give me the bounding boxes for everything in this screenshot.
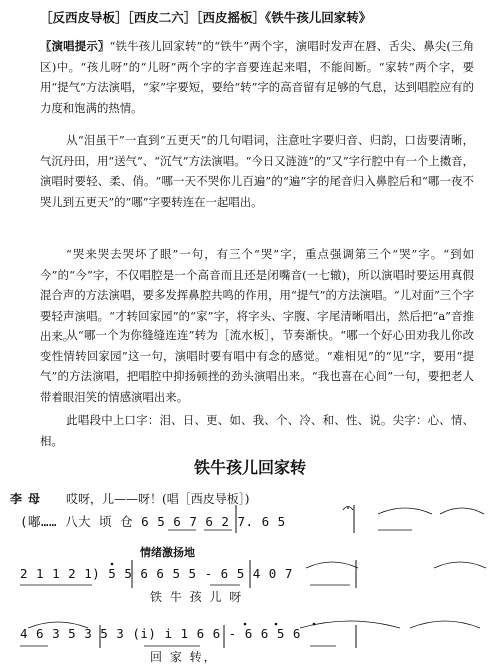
tips-label: 〖演唱提示〗 xyxy=(40,39,110,53)
tips-text-5: 此唱段中上口字：泪、日、更、如、我、个、冷、和、性、说。尖字：心、情、相。 xyxy=(40,413,474,448)
tips-text-3: “哭来哭去哭坏了眼”一句，有三个“哭”字，重点强调第三个“哭”字。“到如今”的“今”字，不仅唱腔是一个高音而且还是闭嘴音(一七辙)，所以演唱时要运用真假混合声的方法演唱，要多发挥鼻腔共鸣的作用，用“提气”的方法演唱。“儿对面”三个字要轻声演唱。“才转回家园”的“家”字，将字头、字腹、字尾清晰唱出，然后把“a”音推出来。 xyxy=(40,247,474,344)
tips-text-2: 从“泪虽干”一直到“五更天”的几句唱词，注意吐字要归音、归韵，口齿要清晰，气沉丹田，用“送气”、“沉气”方法演唱。“今日又涟涟”的“又”字行腔中有一个上擞音，演唱时要轻、柔、俏。“哪一天不哭你儿百遍”的“遍”字的尾音归入鼻腔后和“哪一夜不哭儿到五更天”的“哪”字要转连在一起唱出。 xyxy=(40,133,474,209)
tips-paragraph-2 xyxy=(40,130,474,212)
role-name: 李母 xyxy=(10,492,47,506)
tips-text-4: 从“哪一个为你缝缝连连”转为［流水板］，节奏渐快。“哪一个好心田劝我儿你改变性情转回家园”这一句，演唱时要有唱中有念的感觉。“难相见”的“见”字，要用“提气”的方法演唱，把唱腔中抑扬顿挫的劲头演唱出来。“我也喜在心间”一句，要把老人带着眼泪笑的情感演唱出来。 xyxy=(40,328,474,404)
score-cue-line xyxy=(10,490,249,507)
tips-paragraph-5 xyxy=(40,410,474,451)
score-line-1: (嘟…… 八大 顷 仓 6 5 6 7 6 2 7. 6 5 xyxy=(20,514,286,529)
expression-marking: 情绪激扬地 xyxy=(140,546,195,559)
score-line-3: 4 6 3 5 3 5 3 (i) i 1 6 6 - 6 6 5 6 xyxy=(20,626,301,641)
tips-text-1: “铁牛孩儿回家转”的“铁牛”两个字，演唱时发声在唇、舌尖、鼻尖(三角区)中。“孩儿呀”的“儿呀”两个字的字音要连起来唱，不能间断。“家转”两个字，要用“提气”方法演唱，“家”字要短，要给“转”字的高音留有足够的气息，达到唱腔应有的力度和饱满的热情。 xyxy=(40,39,474,115)
header-banjiang: ［反西皮导板］［西皮二六］［西皮摇板］《铁牛孩儿回家转》 xyxy=(40,10,372,25)
cue-text: 哎呀，儿——呀！(唱［西皮导板］) xyxy=(66,492,250,506)
song-title: 铁牛孩儿回家转 xyxy=(193,458,306,477)
tips-paragraph-4 xyxy=(40,325,474,407)
numbered-score xyxy=(0,488,500,671)
tips-paragraph-1 xyxy=(40,36,474,118)
score-line-2: 2 1 1 2 1) 5 5 6 6 5 5 - 6 5 4 0 7 xyxy=(20,566,293,581)
lyrics-line-3: 回 家 转， xyxy=(150,650,218,664)
lyrics-line-2: 铁 牛 孩 儿 呀 xyxy=(150,590,244,604)
